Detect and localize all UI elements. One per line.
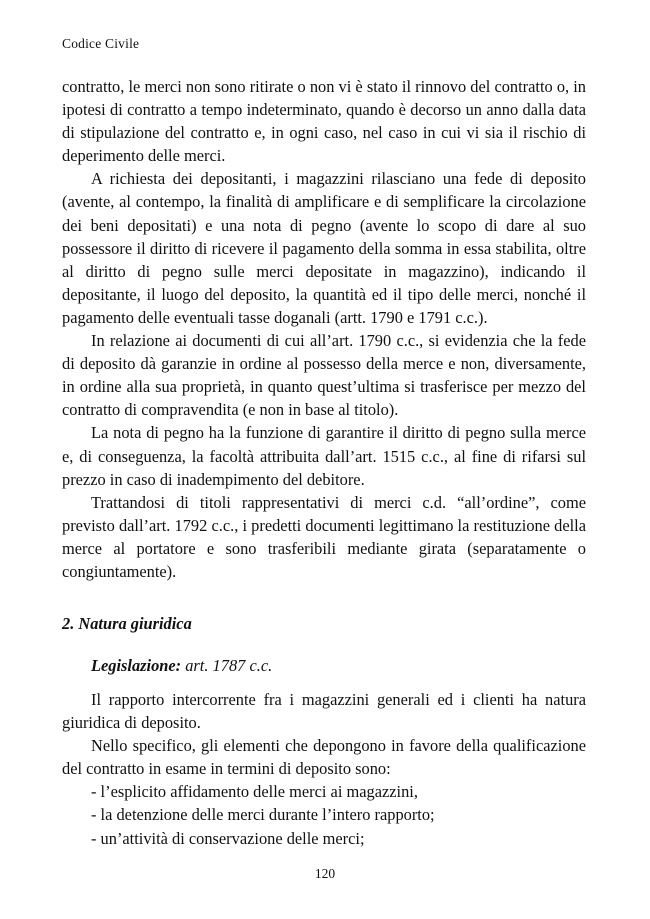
list-item: - l’esplicito affidamento delle merci ai magazzini, — [91, 782, 418, 802]
paragraph-nota-di-pegno: La nota di pegno ha la funzione di garantire il diritto di pegno sulla merce e, di conseguenza, la facoltà attribuita dall’art. 1515 c.c., al fine di rifarsi sul prezzo in caso di inadempimento del debitore. — [62, 423, 586, 489]
section-2-body — [62, 688, 586, 850]
list-item: - la detenzione delle merci durante l’intero rapporto; — [91, 805, 435, 825]
page-number: 120 — [314, 866, 336, 881]
paragraph-titoli-rappresentativi: Trattandosi di titoli rappresentativi di merci c.d. “all’ordine”, come previsto dall’art. 1792 c.c., i predetti documenti legittimano la restituzione della merce al portatore e sono trasferibili mediante girata (separatamente o congiuntamente). — [62, 492, 586, 581]
paragraph-fede-di-deposito: A richiesta dei depositanti, i magazzini rilasciano una fede di deposito (avente, al contempo, la finalità di amplificare e di semplificare la circolazione dei beni depositati) e una nota di pegno (avente lo scopo di dare al suo possessore il diritto di ricevere il pagamento della somma in essa stabilita, oltre al diritto di pegno sulle merci depositate in magazzino), indicando il depositante, il luogo del deposito, la quantità ed il tipo delle merci, nonché il pagamento delle eventuali tasse doganali (artt. 1790 e 1791 c.c.). — [62, 169, 586, 327]
paragraph-continuation: contratto, le merci non sono ritirate o non vi è stato il rinnovo del contratto o, in ipotesi di contratto a tempo indeterminato, quando è decorso un anno dalla data di stipulazione del contratto e, in ogni caso, nel caso in cui vi sia il rischio di deperimento delle merci. — [62, 77, 586, 166]
paragraph-art-1790: In relazione ai documenti di cui all’art. 1790 c.c., si evidenzia che la fede di deposito dà garanzie in ordine al possesso della merce e non, diversamente, in ordine alla sua proprietà, in quanto quest’ultima si trasferisce per mezzo del contratto di compravendita (e non in base al titolo). — [62, 331, 586, 420]
section-heading: 2. Natura giuridica — [62, 614, 192, 633]
section-1-body — [62, 75, 586, 583]
legislation-label: Legislazione: — [91, 656, 182, 675]
legislation-article: art. 1787 c.c. — [181, 656, 273, 675]
legislation-reference — [91, 656, 272, 676]
paragraph-elementi: Nello specifico, gli elementi che depongono in favore della qualificazione del contratto in esame in termini di deposito sono: — [62, 736, 586, 779]
running-header: Codice Civile — [62, 36, 140, 51]
paragraph-natura-deposito: Il rapporto intercorrente fra i magazzini generali ed i clienti ha natura giuridica di deposito. — [62, 690, 586, 733]
list-item: - un’attività di conservazione delle merci; — [91, 828, 365, 848]
